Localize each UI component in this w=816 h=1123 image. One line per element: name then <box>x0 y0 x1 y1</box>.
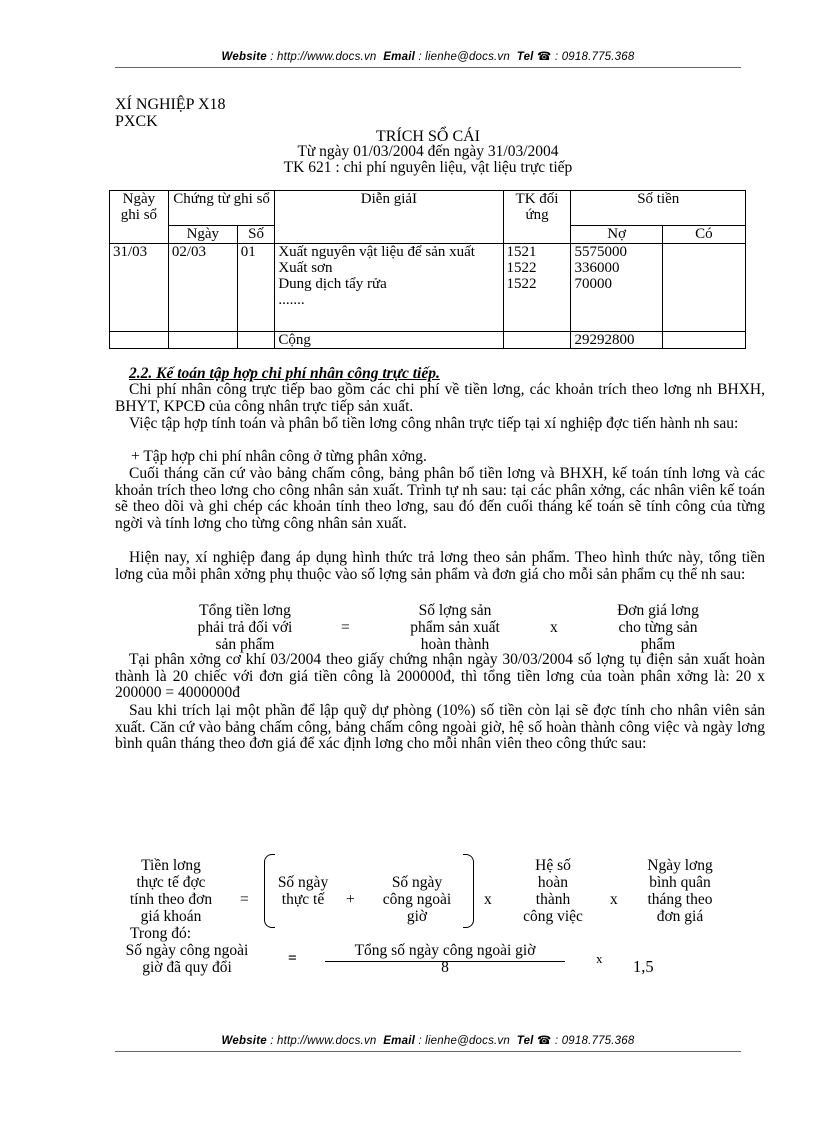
f1-b2: phẩm sản xuất <box>410 619 500 636</box>
f2-d1: Hệ số <box>535 857 571 874</box>
col-contra-account: TK đối ứng <box>503 191 571 244</box>
f2-b1: Số ngày <box>277 874 329 891</box>
ledger-table <box>109 190 746 349</box>
account-2: 1522 <box>506 260 537 276</box>
section-heading: 2.2. Kế toán tập hợp chi phí nhân công trực tiếp. <box>129 365 440 382</box>
f1-a3: sản phẩm <box>215 636 275 653</box>
footer-phone-icon: ☎ <box>536 1035 552 1047</box>
total-empty-4 <box>503 332 571 349</box>
f1-unit-price <box>590 602 726 653</box>
f2-e4: đơn giá <box>656 908 704 925</box>
f2-times-2: x <box>610 891 618 908</box>
col-amount: Số tiền <box>571 191 746 226</box>
table-row <box>110 244 746 332</box>
f2-c2: công ngoài <box>382 891 452 908</box>
cell-credit <box>662 244 745 332</box>
where-factor: 1,5 <box>633 957 654 976</box>
col-date-recorded: Ngày ghi sổ <box>110 191 169 244</box>
cell-description <box>275 244 503 332</box>
col-debit: Nợ <box>571 226 662 244</box>
f2-a3: tính theo đơn <box>129 891 213 908</box>
f2-e3: tháng theo <box>647 891 713 908</box>
account-3: 1522 <box>506 276 537 292</box>
f2-right-paren <box>463 854 474 928</box>
email-address[interactable]: lienhe@docs.vn <box>425 51 510 63</box>
footer-email-separator: : <box>414 1035 426 1047</box>
col-voucher-date: Ngày <box>168 226 237 244</box>
f1-a1: Tổng tiền lơng <box>199 602 291 619</box>
where-denominator: 8 <box>441 959 449 976</box>
footer-tel-label: Tel <box>516 1035 534 1047</box>
f2-d4: công việc <box>523 908 583 925</box>
f2-c1: Số ngày <box>391 874 443 891</box>
email-separator: : <box>414 51 426 63</box>
debit-3: 70000 <box>574 276 612 292</box>
f2-d3: thành <box>535 891 571 908</box>
f1-total-wage <box>170 602 320 653</box>
debit-2: 336000 <box>574 260 620 276</box>
extract-title: TRÍCH SỔ CÁI <box>375 128 480 145</box>
tel-number: : 0918.775.368 <box>551 51 635 63</box>
website-separator: : <box>266 51 278 63</box>
paragraph-7: Sau khi trích lại một phần để lập quỹ dự phòng (10%) số tiền còn lại sẽ đợc tính cho nhân viên sản xuất. Căn cứ vào bảng chấm công, bảng chấm công ngoài giờ, hệ số hoàn thành công việc và ngày lơng bình quân tháng theo đơn giá để xác định lơng cho mỗi nhân viên theo công thức sau: <box>115 702 765 752</box>
f1-c2: cho từng sản <box>618 619 698 636</box>
paragraph-2: Việc tập hợp tính toán và phân bổ tiền lơng công nhân trực tiếp tại xí nghiệp đợc tiến hành nh sau: <box>129 415 739 432</box>
f1-times: x <box>550 619 558 636</box>
f1-c3: phẩm <box>640 636 676 653</box>
total-empty-3 <box>237 332 275 349</box>
cell-date: 31/03 <box>110 244 169 332</box>
footer-rule <box>115 1051 741 1052</box>
f2-avg-day-wage <box>634 857 726 925</box>
paragraph-1: Chi phí nhân công trực tiếp bao gồm các chi phí về tiền lơng, các khoản trích theo lơng nh BHXH, BHYT, KPCĐ của công nhân trực tiếp sản xuất. <box>115 381 765 415</box>
f1-quantity <box>384 602 526 653</box>
f2-actual-days <box>270 874 336 908</box>
email-label: Email <box>383 51 415 63</box>
desc-line-2: Xuất sơn <box>278 260 333 276</box>
header-rule <box>115 67 741 68</box>
paragraph-3: + Tập hợp chi phí nhân công ở từng phân xởng. <box>131 448 427 465</box>
f2-a2: thực tế đợc <box>136 874 206 891</box>
footer-email-address[interactable]: lienhe@docs.vn <box>425 1035 510 1047</box>
page-header <box>115 49 741 63</box>
f2-d2: hoàn <box>537 874 569 891</box>
org-unit: PXCK <box>115 113 158 130</box>
f2-e1: Ngày lơng <box>647 857 713 874</box>
total-empty-5 <box>662 332 745 349</box>
where-equals: = <box>288 950 297 967</box>
org-name: XÍ NGHIỆP X18 <box>115 96 226 113</box>
account-1: 1521 <box>506 244 537 260</box>
f1-b3: hoàn thành <box>420 636 490 653</box>
debit-1: 5575000 <box>574 244 627 260</box>
where-lhs1: Số ngày công ngoài <box>125 942 249 959</box>
f1-b1: Số lợng sản <box>418 602 492 619</box>
page-footer <box>115 1033 741 1047</box>
f2-actual-wage <box>112 857 230 925</box>
f2-b2: thực tế <box>281 891 325 908</box>
desc-line-3: Dung dịch tẩy rửa <box>278 276 387 292</box>
cell-voucher-no: 01 <box>237 244 275 332</box>
desc-line-1: Xuất nguyên vật liệu để sản xuất <box>278 244 475 260</box>
cell-voucher-date: 02/03 <box>168 244 237 332</box>
f2-plus: + <box>346 891 355 908</box>
f1-equals: = <box>341 619 350 636</box>
col-voucher-no: Số <box>237 226 275 244</box>
f1-a2: phải trả đối với <box>197 619 293 636</box>
where-lhs2: giờ đã quy đổi <box>142 959 232 976</box>
where-numerator: Tổng số ngày công ngoài giờ <box>354 942 536 959</box>
total-label: Cộng <box>275 332 503 349</box>
cell-contra-accounts <box>503 244 571 332</box>
total-empty-2 <box>168 332 237 349</box>
f2-overtime-days <box>372 874 462 925</box>
where-label: Trong đó: <box>130 925 192 942</box>
tel-label: Tel <box>516 51 534 63</box>
footer-website-url[interactable]: http://www.docs.vn <box>277 1035 377 1047</box>
cell-debits <box>571 244 662 332</box>
f2-a4: giá khoán <box>140 908 202 925</box>
table-total-row <box>110 332 746 349</box>
where-times: x <box>596 951 603 966</box>
col-credit: Có <box>662 226 745 244</box>
footer-website-separator: : <box>266 1035 278 1047</box>
f2-e2: bình quân <box>649 874 711 891</box>
phone-icon: ☎ <box>536 51 552 63</box>
where-lhs <box>112 942 262 976</box>
paragraph-5: Hiện nay, xí nghiệp đang áp dụng hình thức trả lơng theo sản phẩm. Theo hình thức này, tổng tiền lơng của mỗi phân xởng phụ thuộc vào số lợng sản phẩm và đơn giá cho mỗi sản phẩm cụ thể nh sau: <box>115 549 765 583</box>
f2-c3: giờ <box>406 908 428 925</box>
footer-email-label: Email <box>383 1035 415 1047</box>
f1-c1: Đơn giá lơng <box>617 602 699 619</box>
footer-website-label: Website <box>221 1035 267 1047</box>
total-empty-1 <box>110 332 169 349</box>
paragraph-6: Tại phân xởng cơ khí 03/2004 theo giấy chứng nhận ngày 30/03/2004 số lợng tụ điện sản xuất hoàn thành là 20 chiếc với đơn giá tiền công là 200000đ, thì tổng tiền lơng của toàn phân xởng là: 20 x 200000 = 4000000đ <box>115 651 765 701</box>
f2-equals: = <box>240 891 249 908</box>
col-description: Diễn giảI <box>275 191 503 244</box>
f2-completion-ratio <box>508 857 598 925</box>
website-url[interactable]: http://www.docs.vn <box>277 51 377 63</box>
paragraph-4: Cuối tháng căn cứ vào bảng chấm công, bảng phân bổ tiền lơng và BHXH, kế toán tính lơng và các khoản trích theo lơng cho công nhân sản xuất. Trình tự nh sau: tại các phân xởng, các nhân viên kế toán sẽ theo dõi và ghi chép các khoản tính theo lơng, sau đó đến cuối tháng kế toán sẽ tính công của từng ngời và tính lơng cho từng công nhân sản xuất. <box>115 465 765 532</box>
website-label: Website <box>221 51 267 63</box>
extract-period: Từ ngày 01/03/2004 đến ngày 31/03/2004 <box>297 143 559 160</box>
extract-account: TK 621 : chi phí nguyên liệu, vật liệu trực tiếp <box>283 159 573 176</box>
desc-line-4: ....... <box>278 292 305 308</box>
f2-times-1: x <box>484 891 492 908</box>
table-header-row <box>110 191 746 226</box>
total-debit: 29292800 <box>571 332 662 349</box>
col-voucher: Chứng từ ghi sổ <box>168 191 274 226</box>
f2-a1: Tiền lơng <box>141 857 201 874</box>
footer-tel-number: : 0918.775.368 <box>551 1035 635 1047</box>
